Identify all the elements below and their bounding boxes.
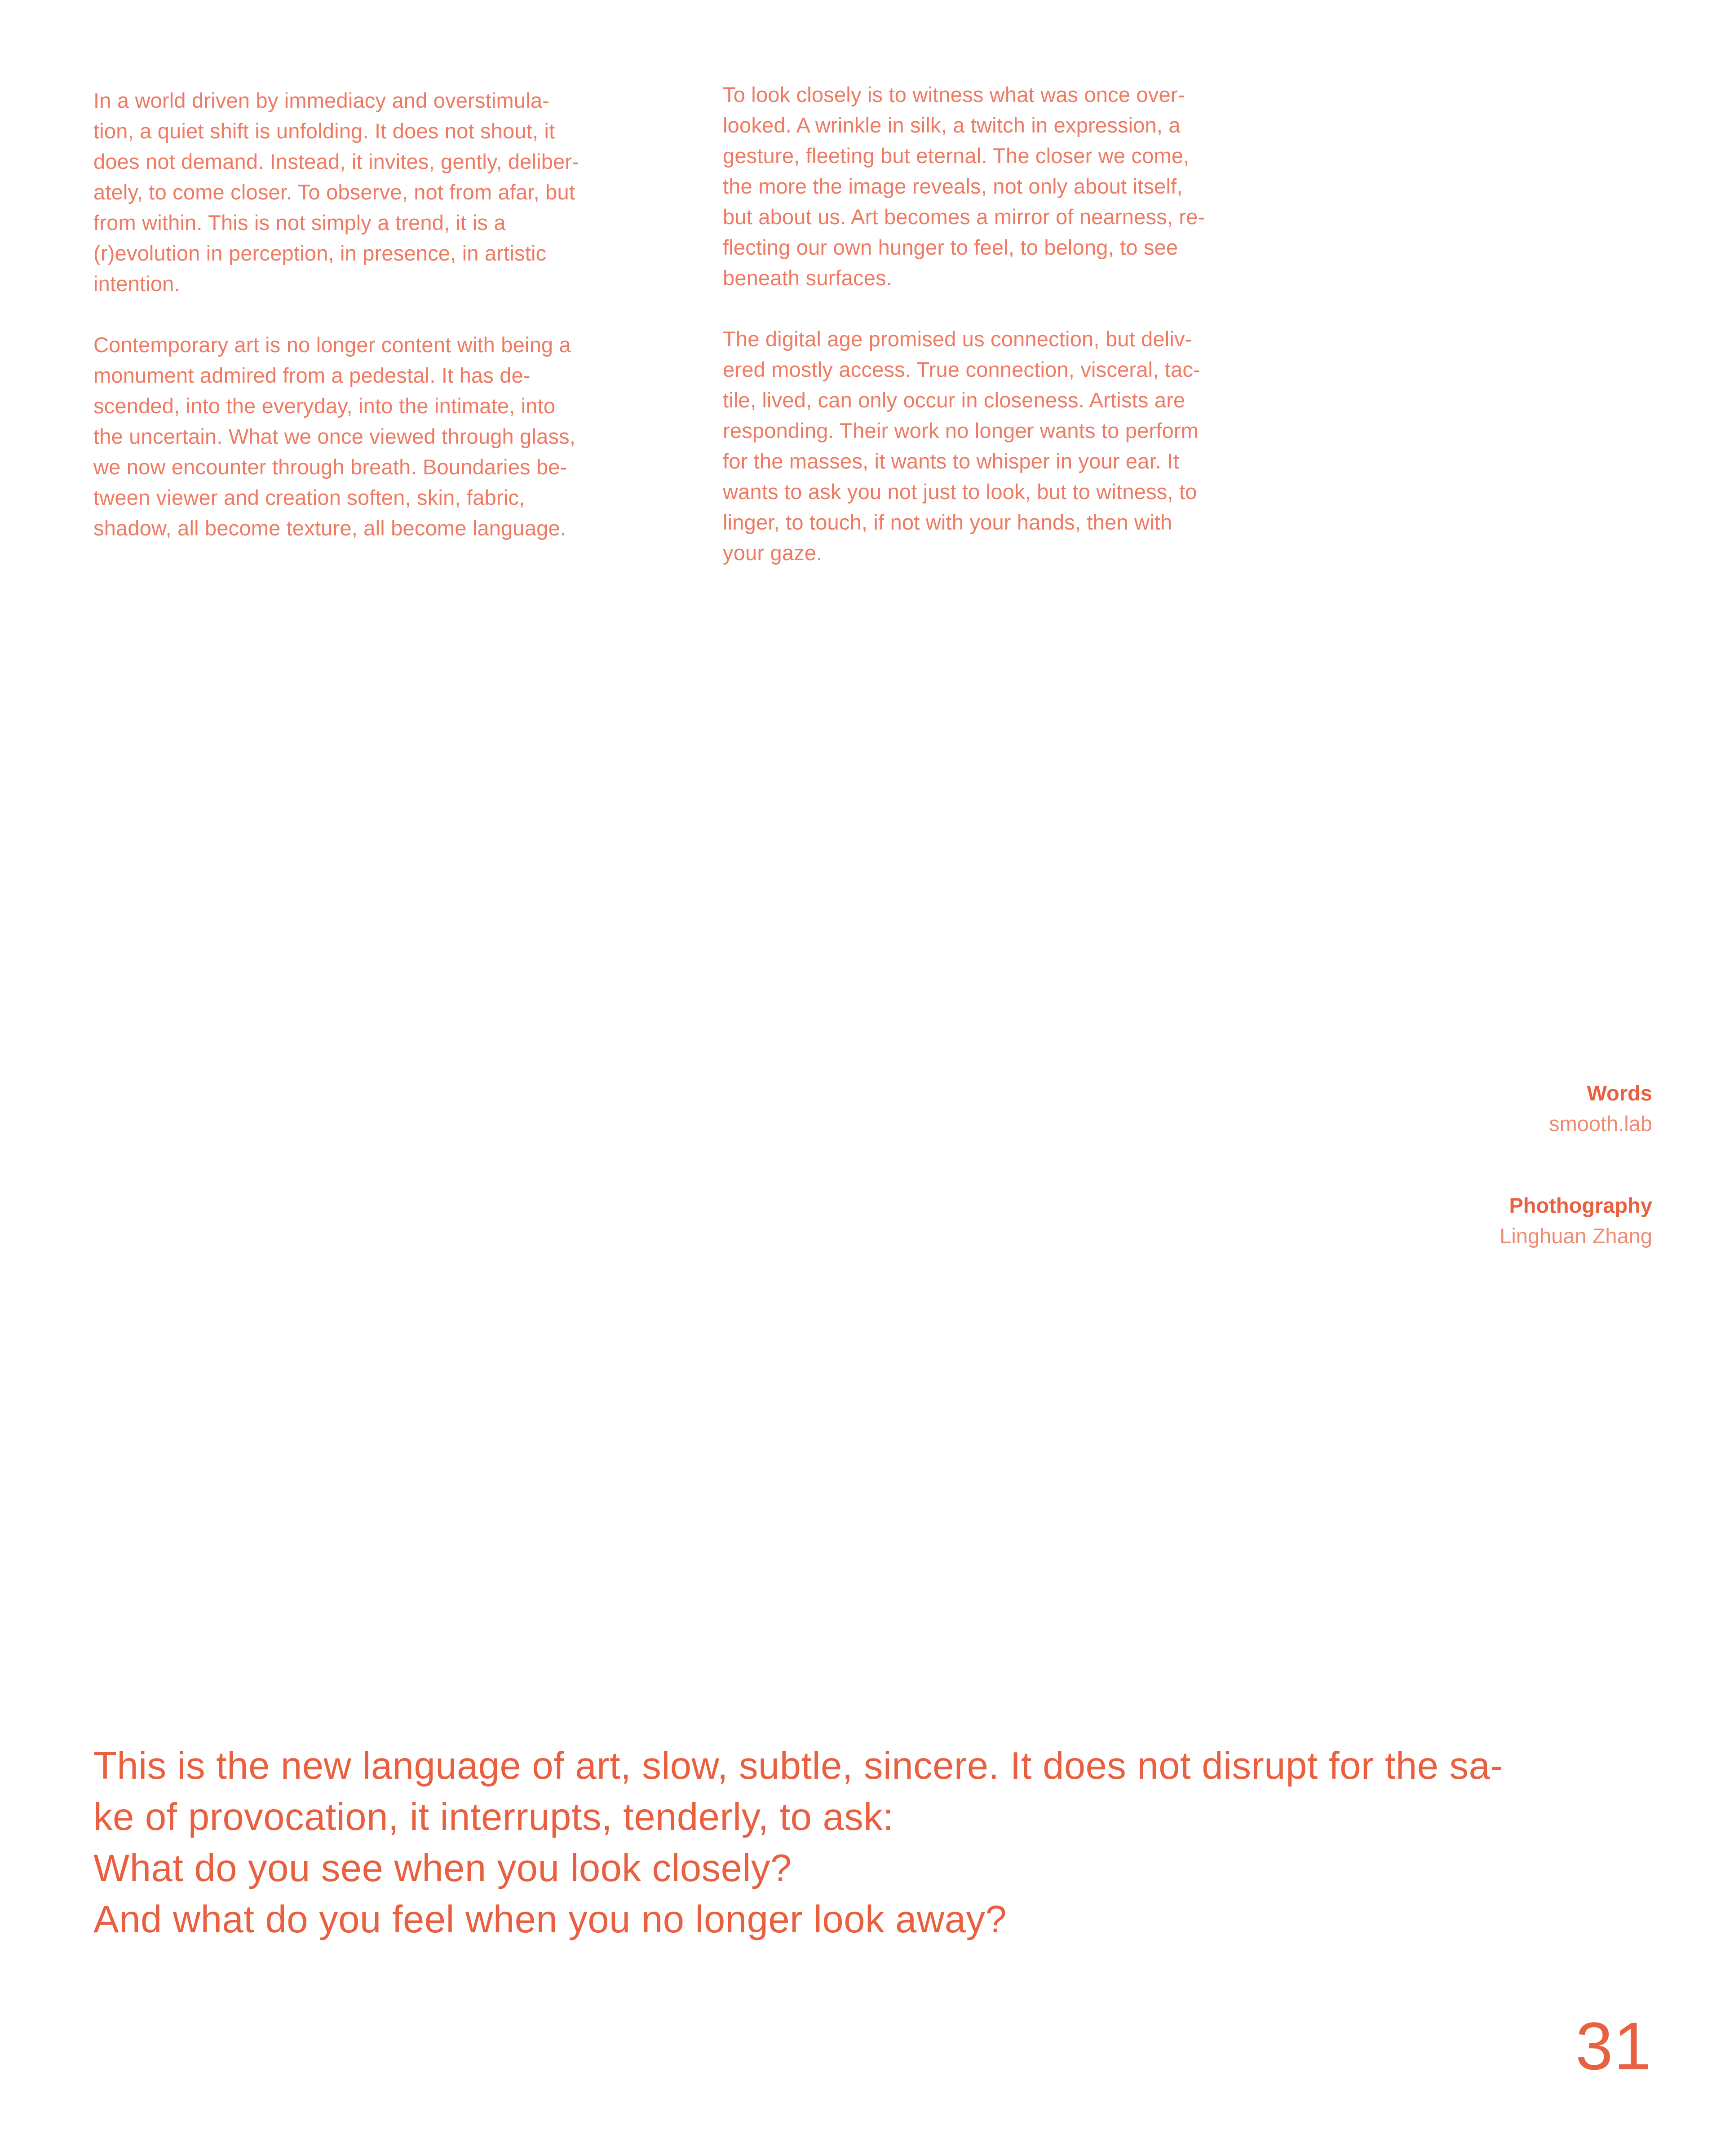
page-number: 31 bbox=[1575, 2008, 1652, 2084]
paragraph: Contemporary art is no longer content with being a monument admired from a pedestal. It has de- scended, into the everyday, into the intimate, into the uncertain. What we once viewed through glass, we now encounter through breath. Boundaries be- tween viewer and creation soften, skin, fabric, shadow, all become texture, all become language. bbox=[93, 333, 576, 540]
paragraph: In a world driven by immediacy and overstimula- tion, a quiet shift is unfolding. It does not shout, it does not demand. Instead, it invites, gently, deliber- ately, to come closer. To observe, not from afar, but from within. This is not simply a trend, it is a (r)evolution in perception, in presence, in artistic intention. bbox=[93, 88, 579, 296]
credit-photography bbox=[1499, 1190, 1652, 1251]
article-column-right bbox=[723, 80, 1320, 599]
paragraph: The digital age promised us connection, but deliv- ered mostly access. True connection, visceral, tac- tile, lived, can only occur in closeness. Artists are responding. Their work no longer wants to perform for the masses, it wants to whisper in your ear. It wants to ask you not just to look, but to witness, to linger, to touch, if not with your hands, then with your gaze. bbox=[723, 327, 1200, 565]
credit-photography-value: Linghuan Zhang bbox=[1499, 1224, 1652, 1248]
pull-quote bbox=[93, 1741, 1657, 1945]
paragraph: To look closely is to witness what was once over- looked. A wrinkle in silk, a twitch in expression, a gesture, fleeting but eternal. The closer we come, the more the image reveals, not only about itself, but about us. Art becomes a mirror of nearness, re- flecting our own hunger to feel, to belong, to see beneath surfaces. bbox=[723, 83, 1205, 290]
credit-words-label: Words bbox=[1587, 1081, 1652, 1105]
credit-words bbox=[1499, 1078, 1652, 1139]
credits-block bbox=[1499, 1078, 1652, 1303]
pull-quote-line: What do you see when you look closely? bbox=[93, 1847, 792, 1890]
credit-words-value: smooth.lab bbox=[1549, 1112, 1652, 1135]
pull-quote-line: ke of provocation, it interrupts, tenderly, to ask: bbox=[93, 1796, 894, 1838]
pull-quote-line: This is the new language of art, slow, subtle, sincere. It does not disrupt for the sa- bbox=[93, 1745, 1504, 1787]
pull-quote-line: And what do you feel when you no longer look away? bbox=[93, 1898, 1007, 1941]
credit-photography-label: Phothography bbox=[1509, 1193, 1652, 1217]
article-column-left bbox=[93, 85, 691, 574]
